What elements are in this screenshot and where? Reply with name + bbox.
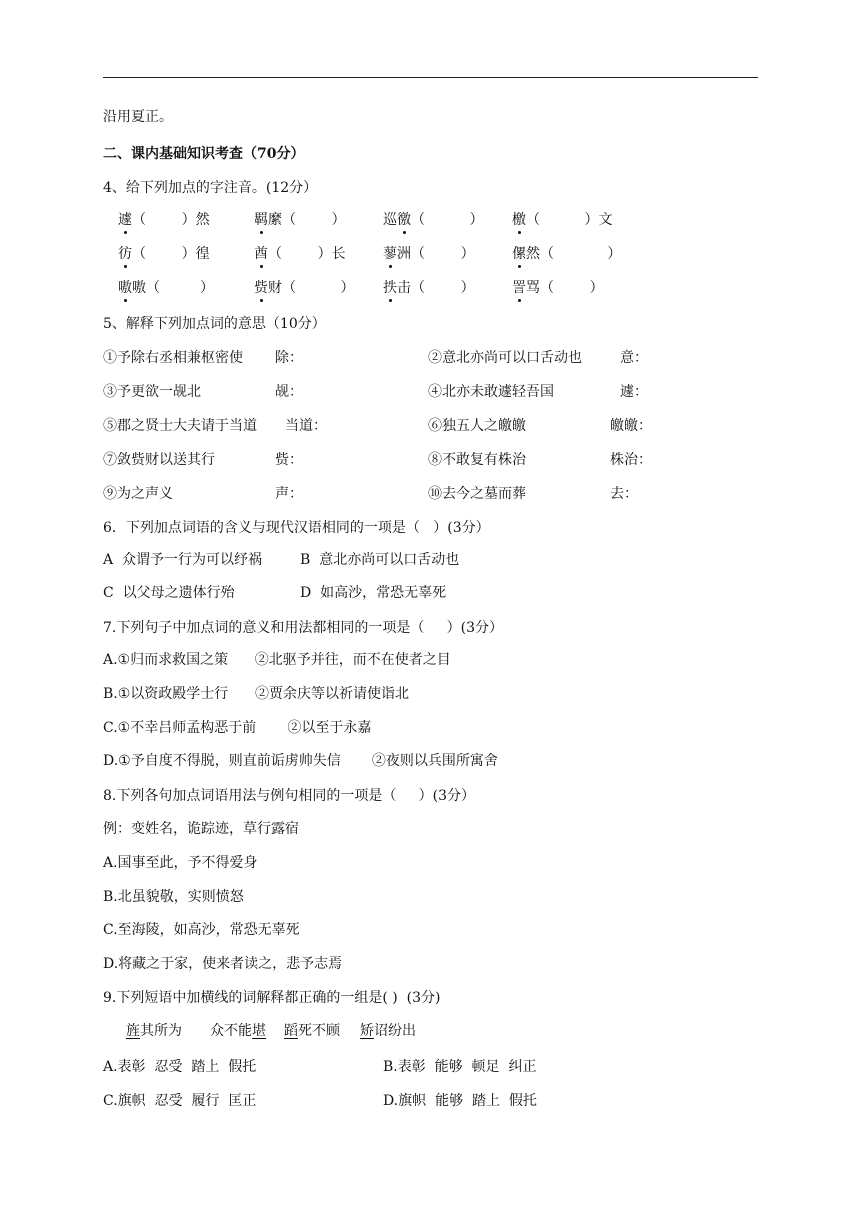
pinyin-item: 檄（ ）文 xyxy=(512,212,613,228)
section-title: 二、课内基础知识考查（70分） xyxy=(103,146,305,162)
pinyin-item: 傫然（ ） xyxy=(512,246,622,262)
q6-option-a: A 众谓予一行为可以纾祸 xyxy=(103,552,263,568)
q9-option-b: B.表彰 能够 顿足 纠正 xyxy=(383,1059,537,1075)
pinyin-item: 遽（ ）然 xyxy=(118,212,210,228)
sentence: ②意北亦尚可以口舌动也 xyxy=(428,350,582,366)
sentence: ⑨为之声义 xyxy=(103,486,173,502)
pinyin-item: 彷（ ）徨 xyxy=(118,246,210,262)
term-label: 去： xyxy=(610,486,638,502)
q5-stem: 5、解释下列加点词的意思（10分） xyxy=(103,316,326,332)
sentence: ④北亦未敢遽轻吾国 xyxy=(428,384,554,400)
term-label: 除： xyxy=(275,350,303,366)
term-label: 皦皦： xyxy=(610,418,652,434)
pinyin-item: 詈骂（ ） xyxy=(512,280,604,296)
q9-phrase: 矫诏纷出 xyxy=(360,1023,416,1039)
q6-stem: 6．下列加点词语的含义与现代汉语相同的一项是（ ）(3分） xyxy=(103,520,490,536)
q8-option-d: D.将藏之于家，使来者读之，悲予志焉 xyxy=(103,956,343,972)
term-label: 当道： xyxy=(285,418,327,434)
sentence: ③予更欲一觇北 xyxy=(103,384,201,400)
q7-option-d: D.①予自度不得脱，则直前诟虏帅失信 ②夜则以兵围所寓舍 xyxy=(103,753,498,769)
sentence: ①予除右丞相兼枢密使 xyxy=(103,350,243,366)
q9-phrase: 蹈死不顾 xyxy=(284,1023,340,1039)
q7-option-c: C.①不幸吕师孟构恶于前 ②以至于永嘉 xyxy=(103,720,372,736)
q7-stem: 7.下列句子中加点词的意义和用法都相同的一项是（ ）(3分） xyxy=(103,620,503,636)
q8-example: 例：变姓名，诡踪迹，草行露宿 xyxy=(103,821,299,837)
q7-option-a: A.①归而求救国之策 ②北驱予并往，而不在使者之目 xyxy=(103,652,451,668)
pinyin-item: 羁縻（ ） xyxy=(254,212,346,228)
term-label: 赀： xyxy=(275,452,303,468)
sentence: ⑧不敢复有株治 xyxy=(428,452,526,468)
term-label: 意： xyxy=(620,350,648,366)
q8-option-b: B.北虽貌敬，实则愤怒 xyxy=(103,889,244,905)
q9-option-c: C.旗帜 忍受 履行 匡正 xyxy=(103,1093,257,1109)
pinyin-item: 酋（ ）长 xyxy=(254,246,346,262)
continued-text: 沿用夏正。 xyxy=(103,109,173,125)
q9-stem: 9.下列短语中加横线的词解释都正确的一组是( ) (3分) xyxy=(103,990,441,1006)
sentence: ⑤郡之贤士大夫请于当道 xyxy=(103,418,257,434)
q6-option-d: D 如高沙，常恐无辜死 xyxy=(300,585,447,601)
pinyin-item: 嗷嗷（ ） xyxy=(118,280,215,296)
pinyin-item: 抶击（ ） xyxy=(383,280,475,296)
q4-stem: 4、给下列加点的字注音。(12分） xyxy=(103,180,318,196)
q9-option-d: D.旗帜 能够 踏上 假托 xyxy=(383,1093,537,1109)
q9-phrase: 众不能堪 xyxy=(210,1023,266,1039)
sentence: ⑦敛赀财以送其行 xyxy=(103,452,215,468)
pinyin-item: 赀财（ ） xyxy=(254,280,355,296)
term-label: 株治： xyxy=(610,452,652,468)
term-label: 声： xyxy=(275,486,303,502)
header-rule xyxy=(103,77,758,78)
q7-option-b: B.①以资政殿学士行 ②贾余庆等以祈请使诣北 xyxy=(103,686,409,702)
sentence: ⑩去今之墓而葬 xyxy=(428,486,526,502)
q9-option-a: A.表彰 忍受 踏上 假托 xyxy=(103,1059,257,1075)
q6-option-c: C 以父母之遗体行殆 xyxy=(103,585,235,601)
term-label: 遽： xyxy=(620,384,648,400)
q6-option-b: B 意北亦尚可以口舌动也 xyxy=(300,552,460,568)
q8-option-c: C.至海陵，如高沙，常恐无辜死 xyxy=(103,922,300,938)
pinyin-item: 巡徼（ ） xyxy=(383,212,484,228)
q8-option-a: A.国事至此，予不得爱身 xyxy=(103,855,258,871)
pinyin-item: 蓼洲（ ） xyxy=(383,246,475,262)
q9-phrase: 旌其所为 xyxy=(126,1023,182,1039)
term-label: 觇： xyxy=(275,384,303,400)
q8-stem: 8.下列各句加点词语用法与例句相同的一项是（ ）(3分） xyxy=(103,788,475,804)
sentence: ⑥独五人之皦皦 xyxy=(428,418,526,434)
